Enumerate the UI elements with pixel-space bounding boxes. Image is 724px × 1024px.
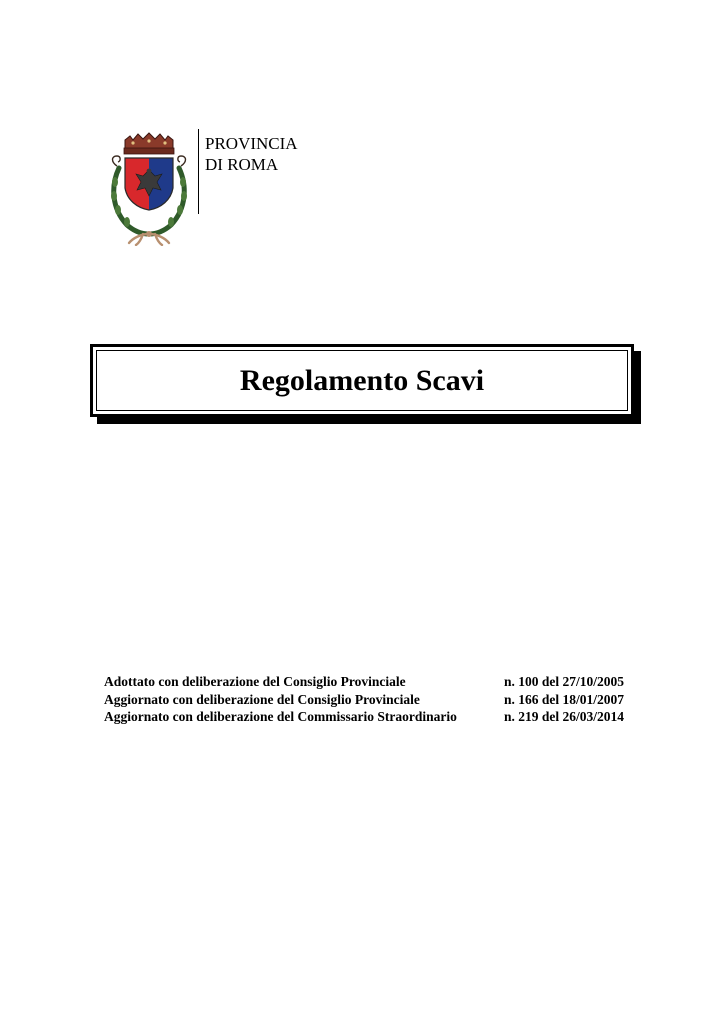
shield-icon bbox=[125, 158, 173, 210]
crown-icon bbox=[124, 133, 174, 154]
record-row bbox=[104, 691, 624, 709]
header-divider bbox=[198, 129, 199, 214]
adoption-records bbox=[104, 673, 624, 726]
authority-line-1: PROVINCIA bbox=[205, 134, 298, 153]
record-reference: n. 166 del 18/01/2007 bbox=[503, 691, 624, 707]
title-box-inner bbox=[96, 350, 628, 411]
authority-line-2: DI ROMA bbox=[205, 155, 279, 174]
document-title: Regolamento Scavi bbox=[239, 363, 485, 397]
title-box bbox=[90, 344, 634, 417]
record-reference: n. 219 del 26/03/2014 bbox=[503, 709, 624, 724]
record-description: Aggiornato con deliberazione del Commissario Straordinario bbox=[104, 709, 457, 724]
record-description: Aggiornato con deliberazione del Consiglio Provinciale bbox=[104, 691, 420, 707]
record-reference: n. 100 del 27/10/2005 bbox=[503, 674, 624, 689]
record-row bbox=[104, 708, 624, 726]
record-row bbox=[104, 673, 624, 691]
record-description: Adottato con deliberazione del Consiglio Provinciale bbox=[104, 674, 406, 689]
authority-name bbox=[205, 133, 298, 175]
provincia-di-roma-coat-of-arms-icon bbox=[103, 130, 195, 246]
